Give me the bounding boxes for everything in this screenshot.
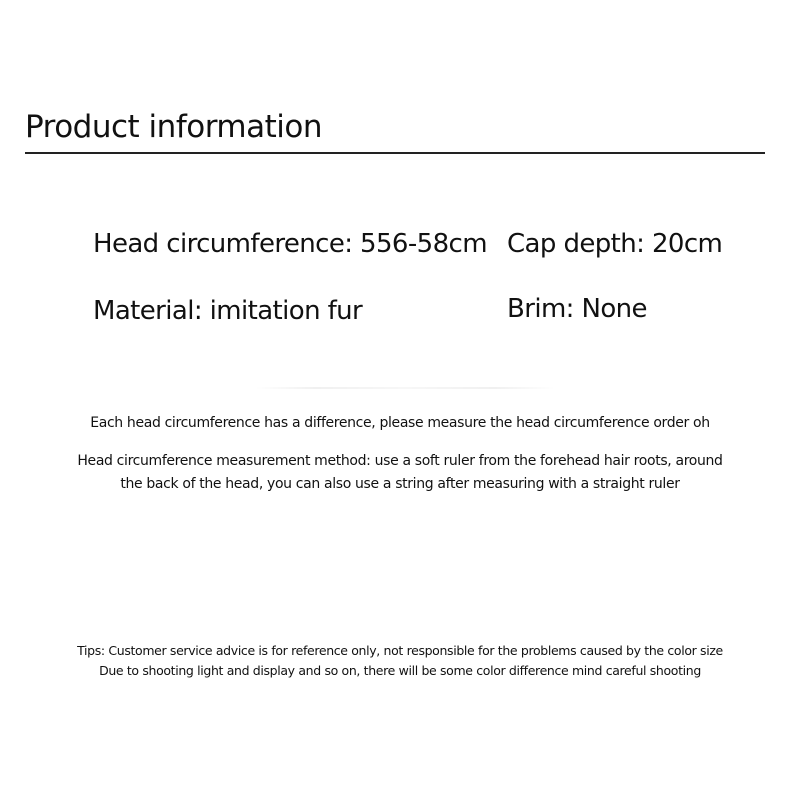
title-divider [25, 152, 765, 154]
note-measurement-method-line-1: Head circumference measurement method: use a soft ruler from the forehead hair roots, around [77, 453, 723, 469]
note-circumference-difference: Each head circumference has a difference, please measure the head circumference order oh [90, 415, 710, 431]
note-measurement-method-line-2: the back of the head, you can also use a string after measuring with a straight ruler [120, 476, 680, 492]
page-title: Product information [25, 109, 322, 145]
spec-brim: Brim: None [507, 294, 647, 324]
spec-cap-depth: Cap depth: 20cm [507, 229, 723, 259]
note-measurement-method [0, 450, 800, 496]
faint-divider [255, 387, 555, 389]
spec-head-circumference: Head circumference: 556-58cm [93, 229, 487, 259]
spec-material: Material: imitation fur [93, 296, 363, 326]
tips-line-1: Tips: Customer service advice is for reference only, not responsible for the problems caused by the color size [77, 643, 723, 658]
tips-line-2: Due to shooting light and display and so on, there will be some color difference mind careful shooting [99, 663, 701, 678]
